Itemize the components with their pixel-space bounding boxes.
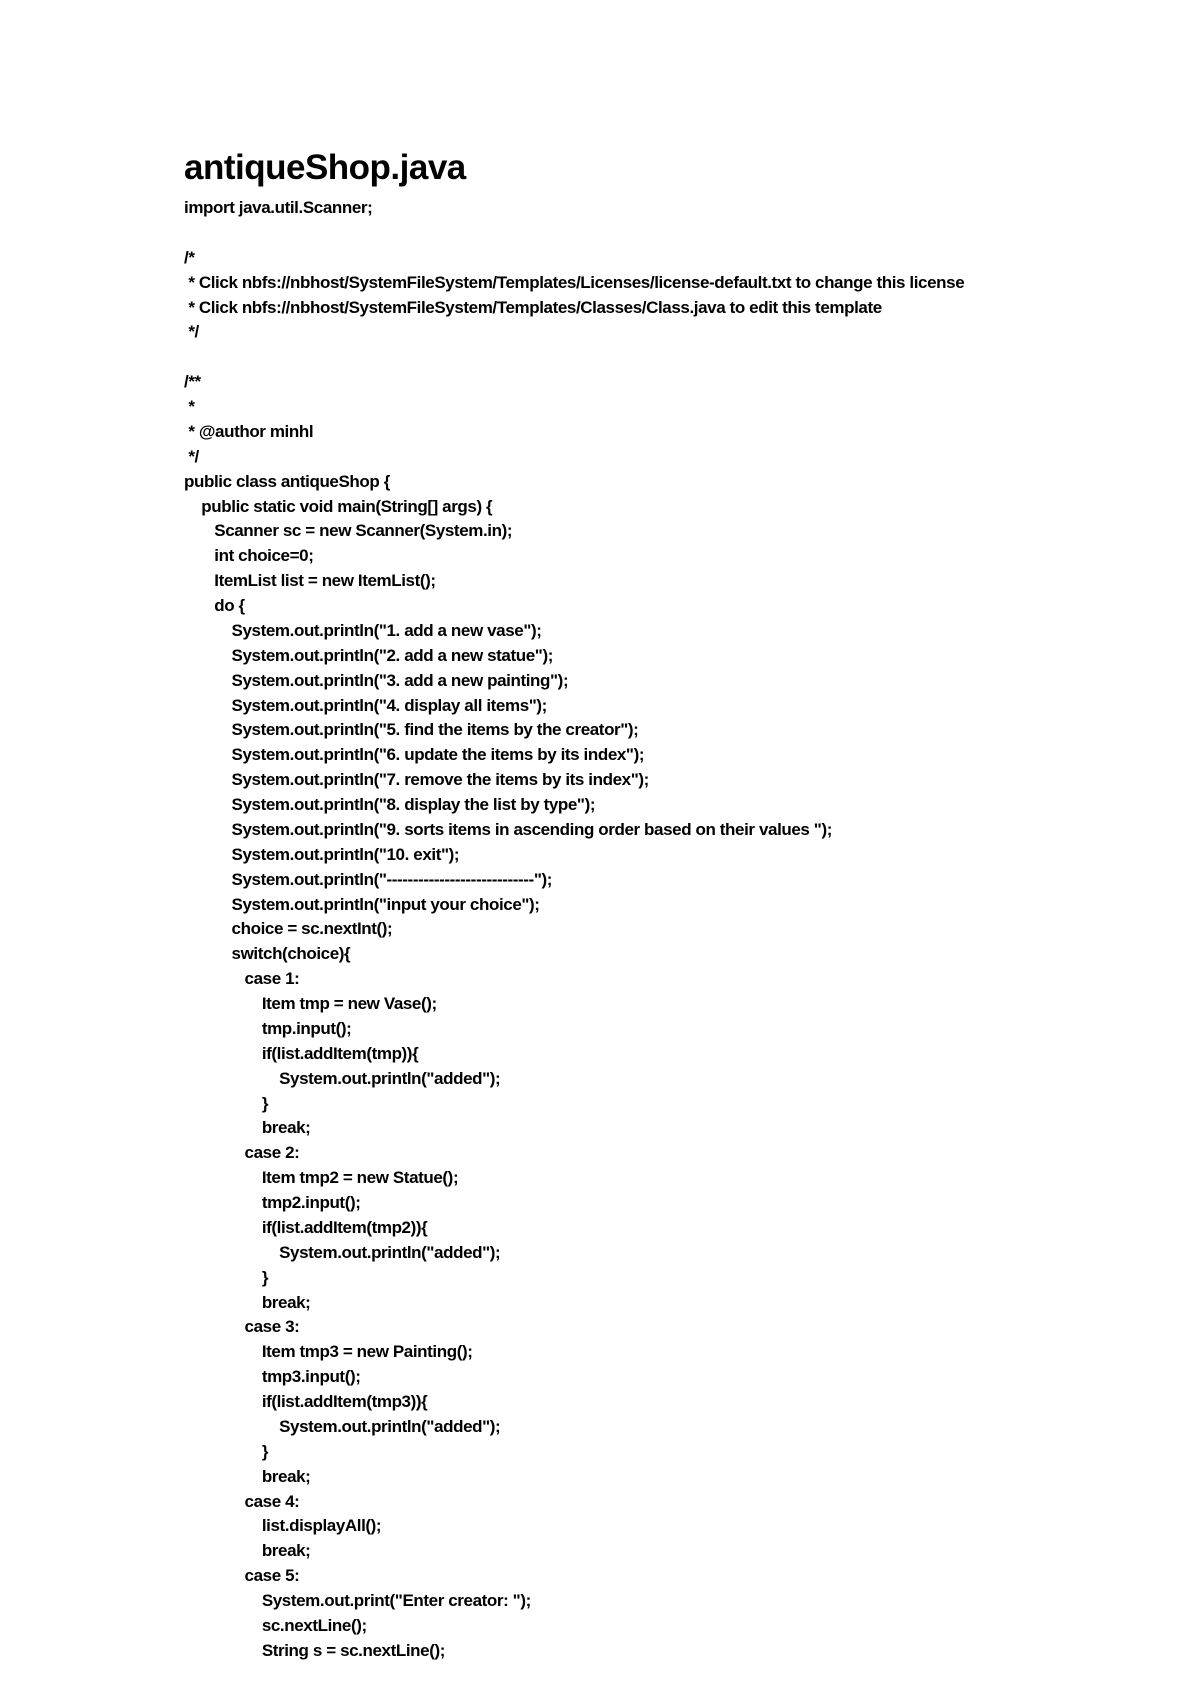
code-line: case 5: bbox=[184, 1566, 300, 1586]
code-line: break; bbox=[184, 1541, 311, 1561]
code-line: tmp.input(); bbox=[184, 1018, 352, 1038]
code-line: break; bbox=[184, 1292, 311, 1312]
code-line: ItemList list = new ItemList(); bbox=[184, 571, 436, 591]
code-line: public static void main(String[] args) { bbox=[184, 496, 493, 516]
code-line: Scanner sc = new Scanner(System.in); bbox=[184, 521, 513, 541]
code-block bbox=[184, 196, 1164, 1664]
code-line: System.out.println("input your choice"); bbox=[184, 894, 540, 914]
document-title: antiqueShop.java bbox=[184, 148, 466, 187]
code-line: if(list.addItem(tmp3)){ bbox=[184, 1392, 428, 1411]
code-line: sc.nextLine(); bbox=[184, 1615, 367, 1635]
code-line: System.out.println("5. find the items by the creator"); bbox=[184, 720, 639, 740]
code-line: System.out.println("7. remove the items by its index"); bbox=[184, 770, 649, 790]
code-line: switch(choice){ bbox=[184, 944, 351, 964]
code-line: System.out.println("----------------------------"); bbox=[184, 869, 553, 889]
code-line: } bbox=[184, 1441, 269, 1461]
code-line: case 2: bbox=[184, 1143, 300, 1163]
code-line: } bbox=[184, 1267, 269, 1287]
code-line bbox=[184, 345, 1164, 370]
code-line: } bbox=[184, 1093, 269, 1113]
code-line: */ bbox=[184, 446, 199, 466]
code-line: Item tmp2 = new Statue(); bbox=[184, 1168, 459, 1188]
code-line: System.out.println("4. display all items"); bbox=[184, 695, 547, 715]
code-line: int choice=0; bbox=[184, 546, 314, 566]
code-line: list.displayAll(); bbox=[184, 1516, 382, 1536]
code-line: * bbox=[184, 397, 195, 416]
code-line: tmp2.input(); bbox=[184, 1193, 361, 1212]
code-line: * Click nbfs://nbhost/SystemFileSystem/Templates/Licenses/license-default.txt to change this license bbox=[184, 272, 965, 292]
code-line: /** bbox=[184, 372, 201, 392]
code-line: choice = sc.nextInt(); bbox=[184, 919, 393, 939]
code-line: System.out.println("10. exit"); bbox=[184, 844, 460, 864]
code-line: case 4: bbox=[184, 1491, 300, 1511]
code-line: if(list.addItem(tmp)){ bbox=[184, 1043, 419, 1063]
code-line: */ bbox=[184, 322, 199, 342]
code-line: import java.util.Scanner; bbox=[184, 198, 373, 217]
code-line: System.out.print("Enter creator: "); bbox=[184, 1591, 531, 1610]
code-line: System.out.println("added"); bbox=[184, 1068, 501, 1088]
code-line: System.out.println("1. add a new vase"); bbox=[184, 620, 542, 640]
code-line: String s = sc.nextLine(); bbox=[184, 1640, 445, 1660]
code-line: break; bbox=[184, 1466, 311, 1486]
code-line: System.out.println("6. update the items by its index"); bbox=[184, 745, 645, 765]
code-line: System.out.println("9. sorts items in ascending order based on their values "); bbox=[184, 819, 832, 839]
code-line: if(list.addItem(tmp2)){ bbox=[184, 1217, 428, 1237]
code-line: case 3: bbox=[184, 1317, 300, 1337]
code-line: * @author minhl bbox=[184, 421, 314, 441]
code-line: System.out.println("2. add a new statue"); bbox=[184, 645, 553, 665]
code-line: tmp3.input(); bbox=[184, 1367, 361, 1387]
code-line: System.out.println("added"); bbox=[184, 1242, 501, 1262]
code-line: Item tmp = new Vase(); bbox=[184, 994, 437, 1013]
code-line: Item tmp3 = new Painting(); bbox=[184, 1342, 473, 1362]
code-line bbox=[184, 221, 1164, 246]
code-line: * Click nbfs://nbhost/SystemFileSystem/Templates/Classes/Class.java to edit this template bbox=[184, 297, 882, 317]
code-line: do { bbox=[184, 596, 245, 615]
code-line: System.out.println("8. display the list by type"); bbox=[184, 795, 596, 814]
code-line: break; bbox=[184, 1118, 311, 1138]
code-line: case 1: bbox=[184, 969, 300, 989]
code-line: System.out.println("added"); bbox=[184, 1416, 501, 1436]
code-line: public class antiqueShop { bbox=[184, 471, 390, 491]
code-line: /* bbox=[184, 247, 195, 267]
code-line: System.out.println("3. add a new painting"); bbox=[184, 670, 569, 690]
